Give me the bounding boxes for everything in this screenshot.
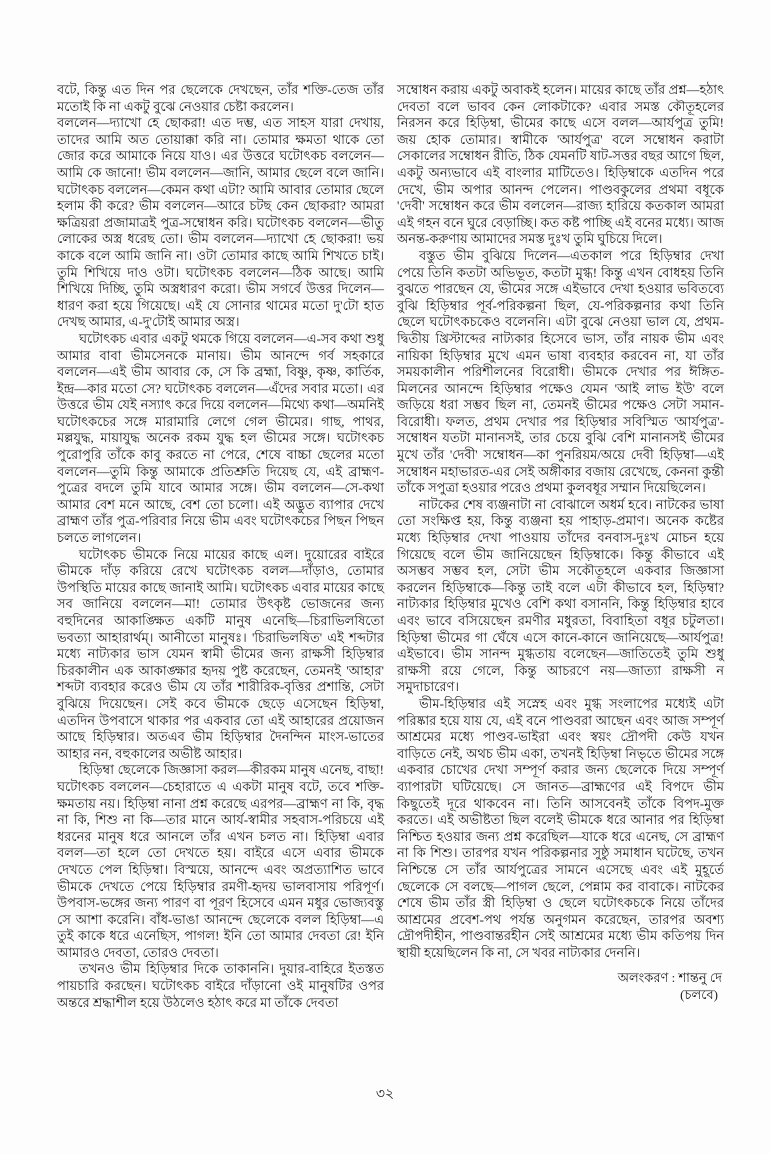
to-be-continued: (চলবে) (680, 987, 718, 1003)
page-number: ৩২ (375, 1087, 395, 1102)
paragraph: ভীম-হিড়িম্বার এই সস্নেহ এবং মুগ্ধ সংলাপের মধ্যেই এটা পরিষ্কার হয়ে যায় যে, এই বনে পাণ্ডবরা আছেন এবং আজ সম্পূর্ণ আশ্রমের মধ্যে পাণ্ডব-ভাইরা এবং স্বয়ং দ্রৌপদী কেউ যখন বাড়িতে নেই, অথচ ভীম একা, তখনই হিড়িম্বা নিভৃতে ভীমের সঙ্গে একবার চোখের দেখা সম্পূর্ণ করার জন্য ছেলেকে দিয়ে সম্পূর্ণ ব্যাপারটা ঘটিয়েছে। সে জানত—ব্রাহ্মণের এই বিপদে ভীম কিছুতেই দূরে থাকবেন না। তিনি আসবেনই তাঁকে বিপদ-মুক্ত করতে। এই অভীষ্টতা ছিল বলেই ভীমকে ধরে আনার পর হিড়িম্বা নিশ্চিত হওয়ার জন্য প্রশ্ন করেছিল—যাকে ধরে এনেছ, সে ব্রাহ্মণ না কি শিশু। তারপর যখন পরিকল্পনার সুষ্ঠু সমাধান ঘটেছে, তখন নিশ্চিন্তে সে তাঁর আর্যপুত্রের সামনে এসেছে এবং এই মুহূর্তে ছেলেকে সে বলছে—পাগল ছেলে, পেন্নাম কর বাবাকে। নাটকের শেষে ভীম তাঁর স্ত্রী হিড়িম্বা ও ছেলে ঘটোৎকচকে নিয়ে তাঁদের আশ্রমের প্রবেশ-পথ পর্যন্ত অনুগমন করেছেন, তারপর অবশ্য দ্রৌপদীহীন, পাণ্ডবান্তরহীন সেই আশ্রমের মধ্যে ভীম কতিপয় দিন স্থায়ী হয়েছিলেন কি না, সে খবর নাট্যকার দেননি। (397, 695, 724, 960)
paragraph: সম্বোধন করায় একটু অবাকই হলেন। মায়ের কাছে তাঁর প্রশ্ন—হঠাৎ দেবতা বলে ভাবব কেন লোকটাকে? এবার সমস্ত কৌতূহলের নিরসন করে হিড়িম্বা, ভীমের কাছে এসে বলল—আর্যপুত্র তুমি! জয় হোক তোমার। স্বামীকে 'আর্যপুত্র' বলে সম্বোধন করাটা সেকালের সম্বোধন রীতি, ঠিক যেমনটি ষাট-সত্তর বছর আগে ছিল, একটু অন্যভাবে এই বাংলার মাটিতেও। হিড়িম্বাকে এতদিন পরে দেখে, ভীম অপার আনন্দ পেলেন। পাণ্ডবকুলের প্রথমা বধূকে 'দেবী' সম্বোধন করে ভীম বললেন—রাজ্য হারিয়ে কতকাল আমরা এই গহন বনে ঘুরে বেড়াচ্ছি। কত কষ্ট পাচ্ছি এই বনের মধ্যে। আজ অনন্ত-করুণায় আমাদের সমস্ত দুঃখ তুমি ঘুচিয়ে দিলে। (397, 82, 724, 247)
text-columns (57, 82, 723, 1011)
paragraph: বস্তুত ভীম বুঝিয়ে দিলেন—এতকাল পরে হিড়িম্বার দেখা পেয়ে তিনি কতটা অভিভূত, কতটা মুগ্ধ! কিন্তু এখন বোধহয় তিনি বুঝতে পারছেন যে, ভীমের সঙ্গে এইভাবে দেখা হওয়ার ভবিতব্যে বুঝি হিড়িম্বার পূর্ব-পরিকল্পনা ছিল, যে-পরিকল্পনার কথা তিনি ছেলে ঘটোৎকচকেও বলেননি। এটা বুঝে নেওয়া ভাল যে, প্রথম-দ্বিতীয় খ্রিস্টাব্দের নাট্যকার হিসেবে ভাস, তাঁর নায়ক ভীম এবং নায়িকা হিড়িম্বার মুখে এমন ভাষা ব্যবহার করবেন না, যা তাঁর সময়কালীন পরিশীলনের বিরোধী। ভীমকে দেখার পর ঈঙ্গিত-মিলনের আনন্দে হিড়িম্বার পক্ষেও যেমন 'আই লাভ ইউ' বলে জড়িয়ে ধরা সম্ভব ছিল না, তেমনই ভীমের পক্ষেও সেটা সমান-বিরোধী। ফলত, প্রথম দেখার পর হিড়িম্বার সবিস্মিত 'আর্যপুত্র'-সম্বোধন যতটা মানানসই, তার চেয়ে বুঝি বেশি মানানসই ভীমের মুখে তাঁর 'দেবী' সম্বোধন—কা পুনরিয়ম/অয়ে দেবী হিড়িম্বা—এই সম্বোধন মহাভারত-এর সেই অঙ্গীকার বজায় রেখেছে, কেননা কুন্তী তাঁকে সপুত্রা হওয়ার পরেও প্রথমা কুলবধূর সম্মান দিয়েছিলেন। (397, 247, 724, 496)
paragraph: ঘটোৎকচ ভীমকে নিয়ে মায়ের কাছে এল। দুয়োরের বাইরে ভীমকে দাঁড় করিয়ে রেখে ঘটোৎকচ বলল—দাঁড়াও, তোমার উপস্থিতি মায়ের কাছে জানাই আমি। ঘটোৎকচ এবার মায়ের কাছে সব জানিয়ে বললেন—মা! তোমার উৎকৃষ্ট ভোজনের জন্য বহুদিনের আকাঙ্ক্ষিত একটি মানুষ এনেছি—চিরাভিলষিতো ভবত্যা আহারার্থম্‌। আনীতো মানুষঃ। 'চিরাভিলষিত' এই শব্দটার মধ্যে নাট্যকার ভাস যেমন স্বামী ভীমের জন্য রাক্ষসী হিড়িম্বার চিরকালীন এক আকাঙ্ক্ষার হৃদয় পুষ্ট করেছেন, তেমনই 'আহার' শব্দটা ব্যবহার করেও ভীম যে তাঁর শারীরিক-বৃত্তির প্রশান্তি, সেটা বুঝিয়ে দিয়েছেন। সেই কবে ভীমকে ছেড়ে এসেছেন হিড়িম্বা, এতদিন উপবাসে থাকার পর একবার তো এই আহারের প্রয়োজন আছে হিড়িম্বার। অতএব ভীম হিড়িম্বার দৈনন্দিন মাংস-ভাতের আহার নন, বহুকালের অভীষ্ট আহার। (57, 546, 384, 761)
illustrator-credit: অলংকরণ : শান্তনু দে (617, 970, 722, 986)
left-column (57, 82, 384, 1011)
paragraph: তখনও ভীম হিড়িম্বার দিকে তাকাননি। দুয়ার-বাহিরে ইতস্তত পায়চারি করছেন। ঘটোৎকচ বাইরে দাঁড়ানো ওই মানুষটির ওপর অন্তরে শ্রদ্ধাশীল হয়ে উঠলেও হঠাৎ করে মা তাঁকে দেবতা (57, 961, 384, 1010)
paragraph: ঘটোৎকচ এবার একটু থমকে গিয়ে বললেন—এ-সব কথা শুধু আমার বাবা ভীমসেনকে মানায়। ভীম আনন্দে গর্ব সহকারে বললেন—এই ভীম আবার কে, সে কি ব্রহ্মা, বিষ্ণু, কৃষ্ণ, কার্তিক, ইন্দ্র—কার মতো সে? ঘটোৎকচ বললেন—এঁদের সবার মতো। এর উত্তরে ভীম যেই নস্যাৎ করে দিয়ে বললেন—মিথ্যে কথা—অমনিই ঘটোৎকচের সঙ্গে মারামারি লেগে গেল ভীমের। গাছ, পাথর, মল্লযুদ্ধ, মায়াযুদ্ধ অনেক রকম যুদ্ধ হল ভীমের সঙ্গে। ঘটোৎকচ পুরোপুরি তাঁকে কাবু করতে না পেরে, শেষে বাচ্চা ছেলের মতো বললেন—তুমি কিন্তু আমাকে প্রতিশ্রুতি দিয়েছ যে, এই ব্রাহ্মণ-পুত্রের বদলে তুমি যাবে আমার সঙ্গে। ভীম বললেন—সে-কথা আমার বেশ মনে আছে, বেশ তো চলো। এই অদ্ভুত ব্যাপার দেখে ব্রাহ্মণ তাঁর পুত্র-পরিবার নিয়ে ভীম এবং ঘটোৎকচের পিছন পিছন চলতে লাগলেন। (57, 330, 384, 546)
right-column (397, 82, 724, 1011)
paragraph: বললেন—দ্যাখো হে ছোকরা! এত দম্ভ, এত সাহস যারা দেখায়, তাদের আমি অত তোয়াক্কা করি না। তোমার ক্ষমতা থাকে তো জোর করে আমাকে নিয়ে যাও। এর উত্তরে ঘটোৎকচ বললেন—আমি কে জানো! ভীম বললেন—জানি, আমার ছেলে বলে জানি। ঘটোৎকচ বললেন—কেমন কথা এটা? আমি আবার তোমার ছেলে হলাম কী করে? ভীম বললেন—আরে চটছ কেন ছোকরা? আমরা ক্ষত্রিয়রা প্রজামাত্রই পুত্র-সম্বোধন করি। ঘটোৎকচ বললেন—ভীতু লোকের অস্ত্র ধরেছ তো। ভীম বললেন—দ্যাখো হে ছোকরা! ভয় কাকে বলে আমি জানি না। ওটা তোমার কাছে আমি শিখতে চাই। তুমি শিখিয়ে দাও ওটা। ঘটোৎকচ বললেন—ঠিক আছে। আমি শিখিয়ে দিচ্ছি, তুমি অস্ত্রধারণ করো। ভীম সগর্বে উত্তর দিলেন—ধারণ করা হয়ে গিয়েছে। এই যে সোনার থামের মতো দু'টো হাত দেখছ আমার, এ-দু'টোই আমার অস্ত্র। (57, 115, 384, 330)
paragraph: হিড়িম্বা ছেলেকে জিজ্ঞাসা করল—কীরকম মানুষ এনেছ, বাছা! ঘটোৎকচ বললেন—চেহারাতে এ একটা মানুষ বটে, তবে শক্তি-ক্ষমতায় নয়। হিড়িম্বা নানা প্রশ্ন করেছে এরপর—ব্রাহ্মণ না কি, বৃদ্ধ না কি, শিশু না কি—তার মানে আর্য-স্বামীর সহবাস-পরিচয়ে এই ধরনের মানুষ ধরে আনলে তাঁর এখন চলত না। হিড়িম্বা এবার বলল—তা হলে তো দেখতে হয়। বাইরে এসে এবার ভীমকে দেখতে পেল হিড়িম্বা। বিস্ময়ে, আনন্দে এবং অপ্রত্যাশিত ভাবে ভীমকে দেখতে পেয়ে হিড়িম্বার রমণী-হৃদয় ভালবাসায় পরিপূর্ণ। উপবাস-ভঙ্গের জন্য পারণ বা পূরণ হিসেবে এমন মধুর ভোজ্যবস্তু সে আশা করেনি। বাঁধ-ভাঙা আনন্দে ছেলেকে বলল হিড়িম্বা—এ তুই কাকে ধরে এনেছিস, পাগল! ইনি তো আমার দেবতা রে! ইনি আমারও দেবতা, তোরও দেবতা। (57, 762, 384, 960)
paragraph: নাটকের শেষ ব্যঞ্জনাটা না বোঝালে অধর্ম হবে। নাটকের ভাষা তো সংক্ষিপ্ত হয়, কিন্তু ব্যঞ্জনা হয় পাহাড়-প্রমাণ। অনেক কষ্টের মধ্যে হিড়িম্বার দেখা পাওয়ায় তাঁদের বনবাস-দুঃখ মোচন হয়ে গিয়েছে বলে ভীম জানিয়েছেন হিড়িম্বাকে। কিন্তু কীভাবে এই অসম্ভব সম্ভব হল, সেটা ভীম সকৌতূহলে একবার জিজ্ঞাসা করলেন হিড়িম্বাকে—কিন্তু তাই বলে এটা কীভাবে হল, হিড়িম্বা? নাট্যকার হিড়িম্বার মুখেও বেশি কথা বসাননি, কিন্তু হিড়িম্বার হাবে এবং ভাবে বসিয়েছেন রমণীর মধুরতা, বিবাহিতা বধূর চটুলতা। হিড়িম্বা ভীমের গা ঘেঁষে এসে কানে-কানে জানিয়েছে—আর্যপুত্র! এইভাবে। ভীম সানন্দ মুগ্ধতায় বলেছেন—জাতিতেই তুমি শুধু রাক্ষসী রয়ে গেলে, কিন্তু আচরণে নয়—জাত্যা রাক্ষসী ন সমুদাচারেণ। (397, 496, 724, 695)
paragraph: বটে, কিন্তু এত দিন পর ছেলেকে দেখছেন, তাঁর শক্তি-তেজ তাঁর মতোই কি না একটু বুঝে নেওয়ার চেষ্টা করলেন। (57, 82, 384, 114)
